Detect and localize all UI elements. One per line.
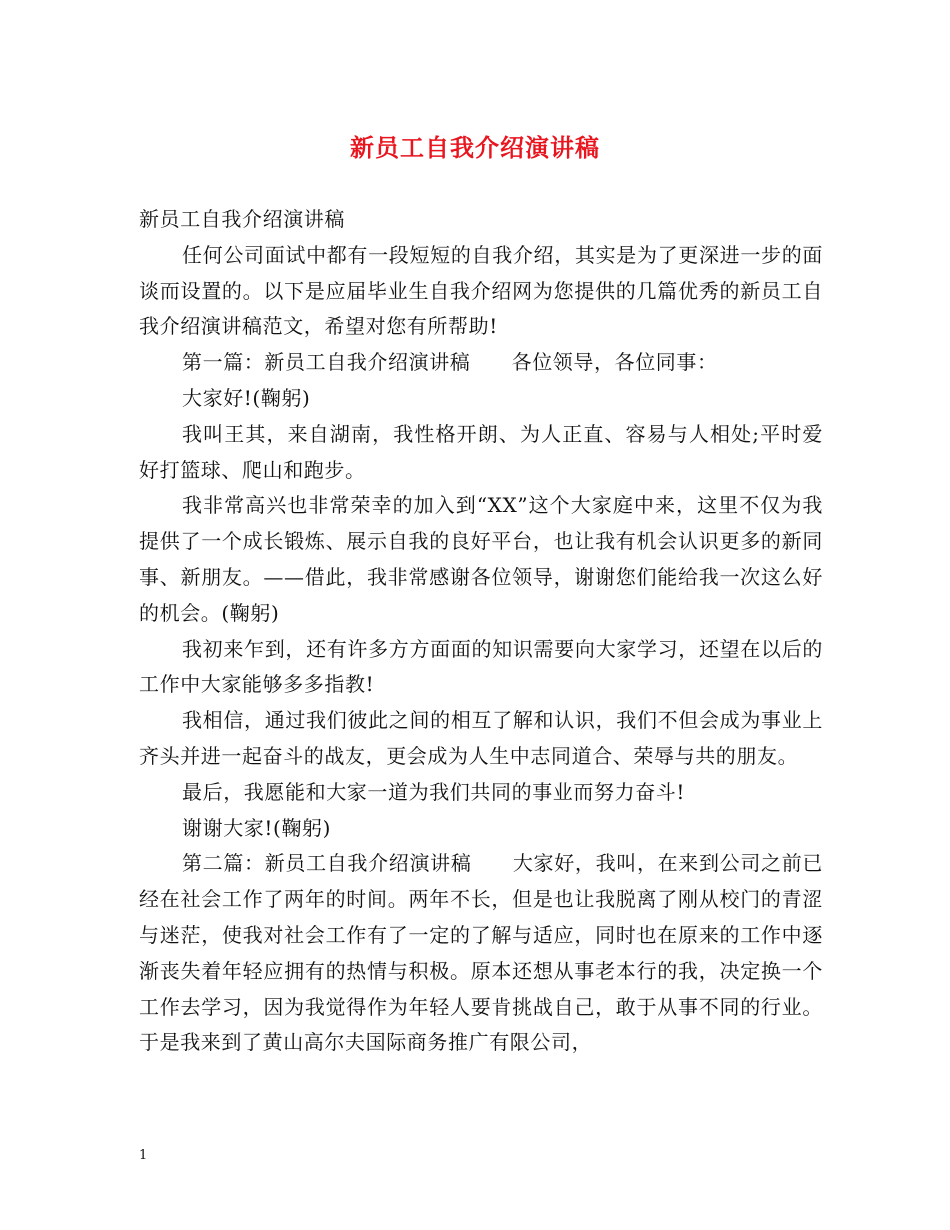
body-paragraph: 谢谢大家!(鞠躬) (182, 815, 332, 840)
body-paragraph: 最后，我愿能和大家一道为我们共同的事业而努力奋斗! (182, 779, 686, 804)
body-paragraph: 我非常高兴也非常荣幸的加入到“XX”这个大家庭中来，这里不仅为我提供了一个成长锻炼、展示自我的良好平台，也让我有机会认识更多的新同事、新朋友。——借此，我非常感谢各位领导，谢谢您们能给我一次这么好的机会。(鞠躬) (139, 493, 823, 625)
body-paragraph: 我初来乍到，还有许多方方面面的知识需要向大家学习，还望在以后的工作中大家能够多多指教! (139, 636, 823, 697)
document-body (139, 202, 823, 1061)
body-paragraph: 新员工自我介绍演讲稿 (139, 207, 345, 231)
body-paragraph: 任何公司面试中都有一段短短的自我介绍，其实是为了更深进一步的面谈而设置的。以下是应届毕业生自我介绍网为您提供的几篇优秀的新员工自我介绍演讲稿范文，希望对您有所帮助! (139, 242, 823, 339)
body-paragraph: 第二篇：新员工自我介绍演讲稿 大家好，我叫，在来到公司之前已经在社会工作了两年的时间。两年不长，但是也让我脱离了刚从校门的青涩与迷茫，使我对社会工作有了一定的了解与适应，同时也在原来的工作中逐渐丧失着年轻应拥有的热情与积极。原本还想从事老本行的我，决定换一个工作去学习，因为我觉得作为年轻人要肯挑战自己，敢于从事不同的行业。于是我来到了黄山高尔夫国际商务推广有限公司， (139, 851, 823, 1055)
body-paragraph: 大家好!(鞠躬) (182, 385, 311, 410)
body-paragraph: 我相信，通过我们彼此之间的相互了解和认识，我们不但会成为事业上齐头并进一起奋斗的战友，更会成为人生中志同道合、荣辱与共的朋友。 (139, 708, 823, 768)
page-number: 1 (139, 1148, 148, 1163)
body-paragraph: 我叫王其，来自湖南，我性格开朗、为人正直、容易与人相处;平时爱好打篮球、爬山和跑步。 (139, 421, 823, 482)
body-paragraph: 第一篇：新员工自我介绍演讲稿 各位领导，各位同事： (182, 350, 718, 375)
document-title: 新员工自我介绍演讲稿 (350, 133, 600, 162)
